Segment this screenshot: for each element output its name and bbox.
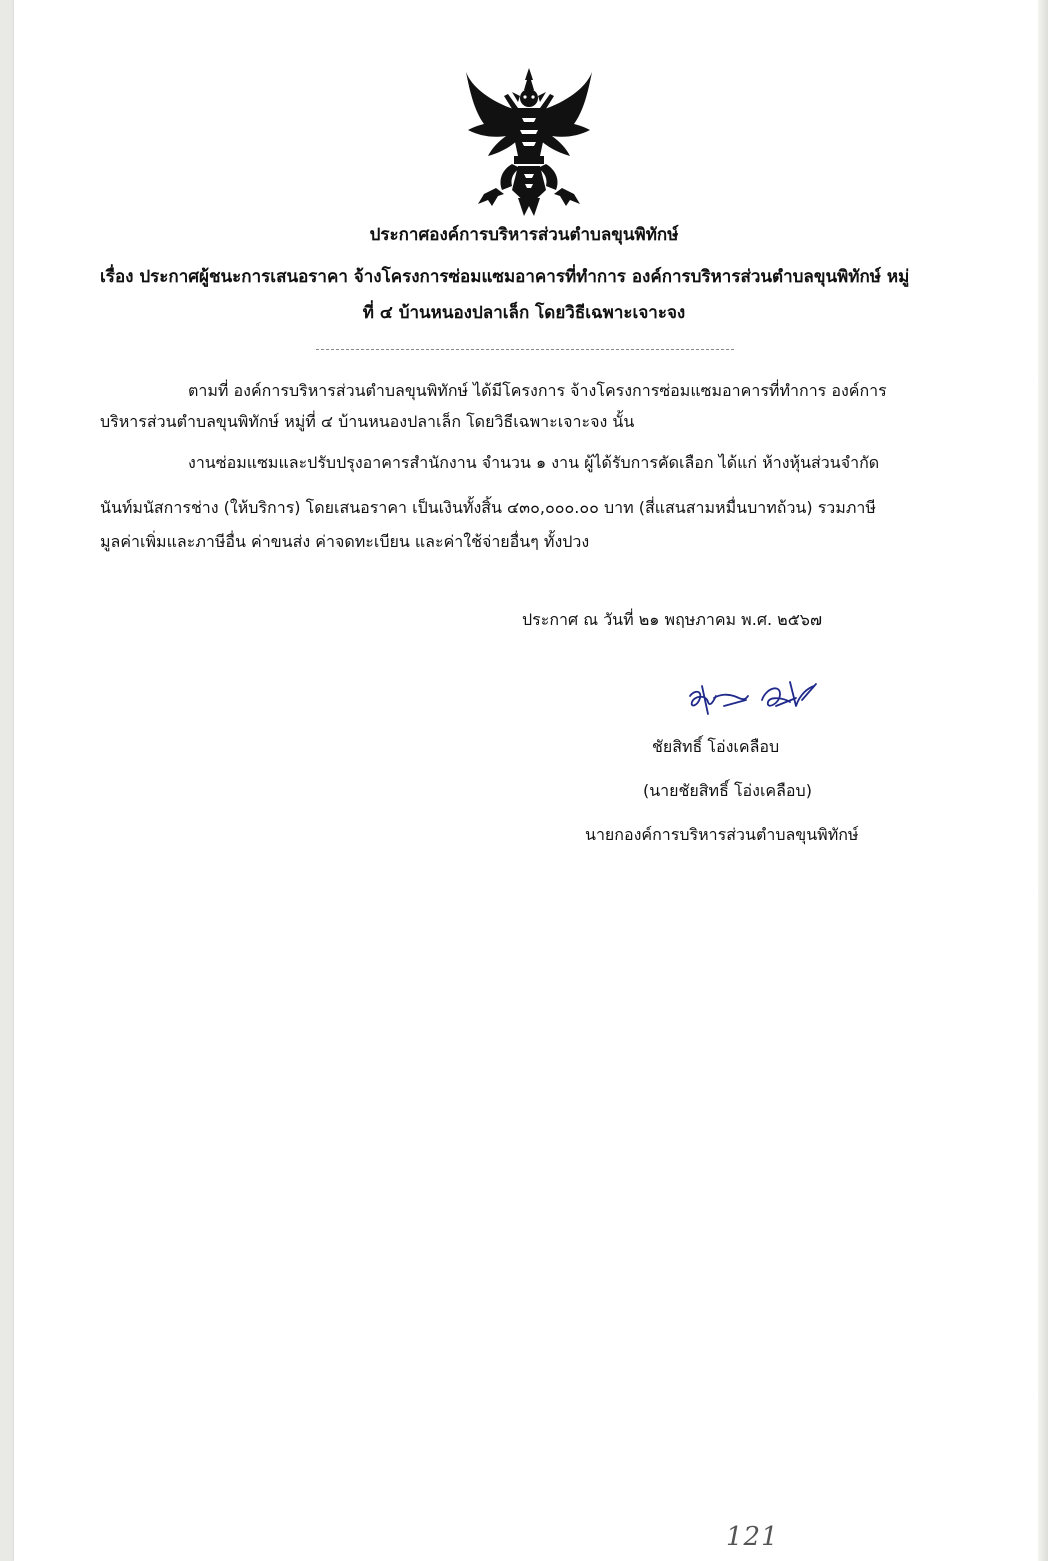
body-paragraph-1-line-2: บริหารส่วนตำบลขุนพิทักษ์ หมู่ที่ ๔ บ้านหนองปลาเล็ก โดยวิธีเฉพาะเจาะจง นั้น [100, 412, 635, 431]
body-paragraph-2-line-1: งานซ่อมแซมและปรับปรุงอาคารสำนักงาน จำนวน ๑ งาน ผู้ได้รับการคัดเลือก ได้แก่ ห้างหุ้นส่วนจำกัด [188, 453, 880, 472]
signer-name: ชัยสิทธิ์ โอ่งเคลือบ [652, 737, 780, 756]
body-paragraph-2-line-2: นันท์มนัสการช่าง (ให้บริการ) โดยเสนอราคา เป็นเงินทั้งสิ้น ๔๓๐,๐๐๐.๐๐ บาท (สี่แสนสามหมื่นบาทถ้วน) รวมภาษี [100, 498, 876, 517]
subject-line-continued: ที่ ๔ บ้านหนองปลาเล็ก โดยวิธีเฉพาะเจาะจง [362, 303, 686, 323]
announcement-date: ประกาศ ณ วันที่ ๒๑ พฤษภาคม พ.ศ. ๒๕๖๗ [522, 610, 822, 629]
garuda-emblem-icon [462, 66, 596, 218]
divider [316, 349, 734, 350]
document-title: ประกาศองค์การบริหารส่วนตำบลขุนพิทักษ์ [369, 225, 679, 245]
handwritten-signature [684, 676, 824, 720]
body-paragraph-2-line-3: มูลค่าเพิ่มและภาษีอื่น ค่าขนส่ง ค่าจดทะเบียน และค่าใช้จ่ายอื่นๆ ทั้งปวง [100, 532, 590, 551]
body-paragraph-1-line-1: ตามที่ องค์การบริหารส่วนตำบลขุนพิทักษ์ ได้มีโครงการ จ้างโครงการซ่อมแซมอาคารที่ทำการ องค์การ [188, 381, 887, 400]
signer-position: นายกองค์การบริหารส่วนตำบลขุนพิทักษ์ [585, 825, 859, 844]
subject-line: เรื่อง ประกาศผู้ชนะการเสนอราคา จ้างโครงการซ่อมแซมอาคารที่ทำการ องค์การบริหารส่วนตำบลขุนพิทักษ์ หมู่ [100, 267, 910, 287]
signer-full-name: (นายชัยสิทธิ์ โอ่งเคลือบ) [643, 781, 812, 800]
page-number: 121 [726, 1522, 779, 1552]
